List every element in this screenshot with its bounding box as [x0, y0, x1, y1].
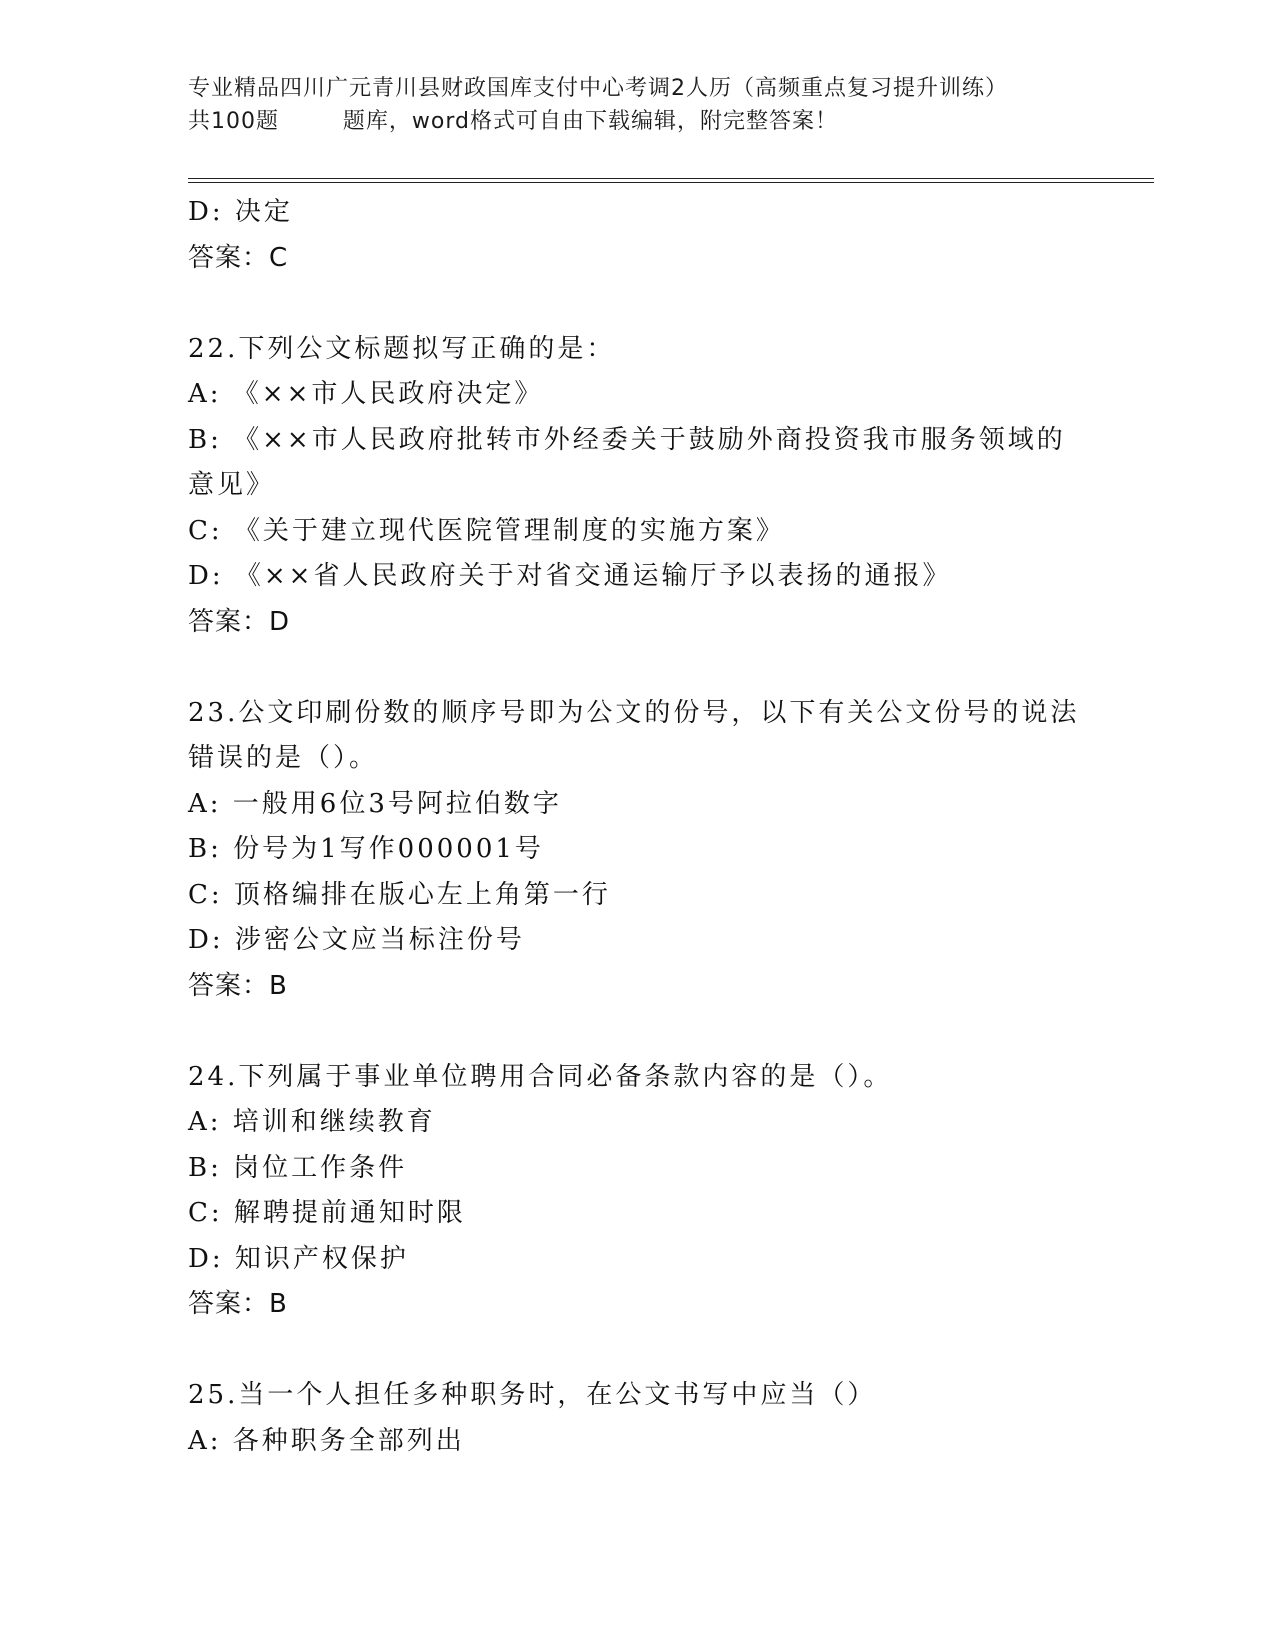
- question-stem: 23.公文印刷份数的顺序号即为公文的份号，以下有关公文份号的说法: [188, 697, 1080, 728]
- answer-option: 意见》: [188, 470, 276, 500]
- answer-option: D: 知识产权保护: [188, 1243, 409, 1274]
- answer-option: A: 《××市人民政府决定》: [188, 379, 544, 409]
- header-divider-bottom: [188, 182, 1154, 183]
- spacer: [188, 281, 1088, 327]
- question-stem: 错误的是（）。: [188, 743, 379, 773]
- question-block: [188, 1373, 1088, 1464]
- header-title-line-1: 专业精品四川广元青川县财政国库支付中心考调2人历（高频重点复习提升训练）: [188, 76, 1008, 101]
- answer-option: C: 《关于建立现代医院管理制度的实施方案》: [188, 515, 785, 546]
- answer-option: D: 涉密公文应当标注份号: [188, 925, 525, 955]
- spacer: [188, 1009, 1088, 1055]
- answer-option: B: 份号为1写作000001号: [188, 834, 544, 864]
- answer-option: C: 顶格编排在版心左上角第一行: [188, 879, 611, 910]
- option-d-continued: D: 决定: [188, 197, 293, 227]
- answer-option: A: 培训和继续教育: [188, 1107, 436, 1137]
- answer-line: 答案：D: [188, 606, 291, 637]
- answer-line: 答案：B: [188, 970, 288, 1001]
- answer-option: D: 《××省人民政府关于对省交通运输厅予以表扬的通报》: [188, 561, 952, 591]
- spacer: [188, 645, 1088, 691]
- answer-option: A: 各种职务全部列出: [188, 1425, 465, 1456]
- answer-line: 答案：C: [188, 242, 289, 273]
- question-list: [188, 327, 1088, 1465]
- spacer: [188, 1328, 1088, 1374]
- answer-line: 答案：B: [188, 1289, 288, 1319]
- answer-option: A: 一般用6位3号阿拉伯数字: [188, 788, 562, 819]
- question-stem: 22.下列公文标题拟写正确的是：: [188, 333, 616, 364]
- question-block: [188, 327, 1088, 691]
- header-title-line-2: 共100题 题库，word格式可自由下载编辑，附完整答案！: [188, 109, 839, 134]
- header-divider-top: [188, 178, 1154, 179]
- question-block: [188, 1055, 1088, 1374]
- page-header: [188, 72, 1088, 138]
- question-block: [188, 691, 1088, 1055]
- question-stem: 24.下列属于事业单位聘用合同必备条款内容的是（）。: [188, 1061, 893, 1092]
- answer-option: C: 解聘提前通知时限: [188, 1198, 466, 1228]
- question-content: [188, 190, 1088, 1464]
- answer-option: B: 《××市人民政府批转市外经委关于鼓励外商投资我市服务领域的: [188, 424, 1066, 455]
- answer-option: B: 岗位工作条件: [188, 1152, 408, 1183]
- question-stem: 25.当一个人担任多种职务时，在公文书写中应当（）: [188, 1380, 877, 1410]
